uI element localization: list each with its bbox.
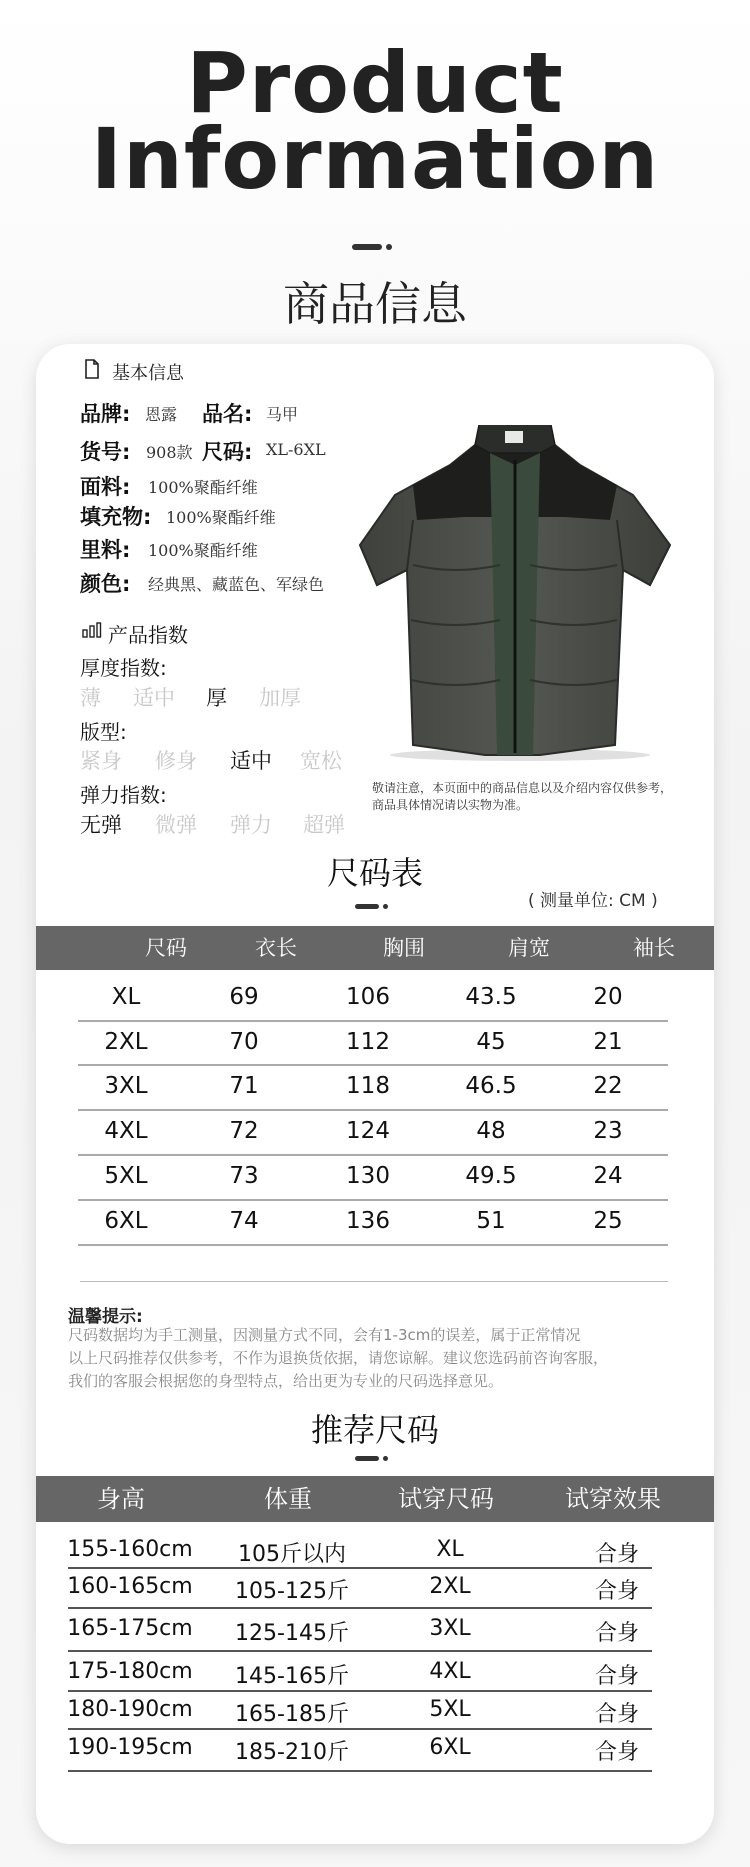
size-cell: 43.5 bbox=[465, 984, 517, 1010]
size-row-divider bbox=[78, 1199, 668, 1201]
size-cell: 25 bbox=[593, 1208, 623, 1234]
size-header-length: 衣长 bbox=[255, 936, 297, 960]
tips-line3: 我们的客服会根据您的身型特点，给出更为专业的尺码选择意见。 bbox=[68, 1372, 504, 1390]
fit-option-tight: 紧身 bbox=[80, 749, 122, 773]
basic-info-heading: 基本信息 bbox=[112, 363, 184, 384]
recommend-cell: 105-125斤 bbox=[235, 1579, 349, 1604]
recommend-title: 推荐尺码 bbox=[310, 1411, 439, 1449]
recommend-header-height: 身高 bbox=[97, 1485, 145, 1513]
fit-option-slim: 修身 bbox=[155, 749, 197, 773]
recommend-cell: 180-190cm bbox=[67, 1697, 193, 1722]
tips-divider bbox=[80, 1281, 668, 1282]
size-label: 尺码: bbox=[202, 440, 253, 464]
recommend-cell: 合身 bbox=[594, 1740, 639, 1765]
size-cell: 23 bbox=[593, 1118, 623, 1144]
elasticity-option-elastic: 弹力 bbox=[230, 813, 272, 837]
thickness-option-medium: 适中 bbox=[133, 686, 175, 710]
size-cell: 106 bbox=[346, 984, 390, 1010]
size-table-header bbox=[36, 926, 714, 970]
size-row-divider bbox=[78, 1064, 668, 1066]
fit-option-regular-selected: 适中 bbox=[230, 749, 272, 773]
recommend-cell: 合身 bbox=[594, 1702, 639, 1727]
recommend-header-effect: 试穿效果 bbox=[565, 1485, 661, 1513]
size-cell: 124 bbox=[346, 1118, 390, 1144]
size-row-divider bbox=[78, 1109, 668, 1111]
filling-value: 100%聚酯纤维 bbox=[166, 508, 276, 527]
measurement-unit: ( 测量单位: CM ) bbox=[528, 891, 658, 911]
thickness-option-thick-selected: 厚 bbox=[206, 686, 227, 710]
recommend-cell: XL bbox=[436, 1537, 464, 1562]
size-cell: 49.5 bbox=[465, 1163, 517, 1189]
name-label: 品名: bbox=[202, 402, 253, 426]
elasticity-label: 弹力指数: bbox=[80, 783, 167, 807]
recommend-header-size: 试穿尺码 bbox=[398, 1485, 494, 1513]
recommend-cell: 175-180cm bbox=[67, 1659, 193, 1684]
fabric-label: 面料: bbox=[80, 475, 131, 499]
recommend-row-divider bbox=[68, 1690, 652, 1692]
recommend-cell: 合身 bbox=[594, 1664, 639, 1689]
size-cell: 3XL bbox=[104, 1073, 148, 1099]
size-header-sleeve: 袖长 bbox=[633, 936, 675, 960]
recommend-row-divider bbox=[68, 1770, 652, 1772]
item-no-value: 908款 bbox=[146, 443, 193, 462]
thickness-label: 厚度指数: bbox=[80, 656, 167, 680]
recommend-cell: 165-185斤 bbox=[235, 1702, 349, 1727]
size-cell: 20 bbox=[593, 984, 623, 1010]
fit-option-loose: 宽松 bbox=[300, 749, 342, 773]
lining-value: 100%聚酯纤维 bbox=[148, 541, 258, 560]
tips-line1: 尺码数据均为手工测量，因测量方式不同，会有1-3cm的误差，属于正常情况 bbox=[68, 1326, 581, 1344]
recommend-cell: 2XL bbox=[429, 1574, 471, 1599]
size-title-dot bbox=[383, 904, 388, 909]
brand-value: 恩露 bbox=[145, 405, 178, 424]
product-index-heading: 产品指数 bbox=[108, 623, 188, 647]
image-note-line2: 商品具体情况请以实物为准。 bbox=[372, 798, 529, 812]
size-cell: 46.5 bbox=[465, 1073, 517, 1099]
size-row-divider bbox=[78, 1154, 668, 1156]
size-cell: 136 bbox=[346, 1208, 390, 1234]
size-cell: 74 bbox=[229, 1208, 259, 1234]
recommend-cell: 125-145斤 bbox=[235, 1621, 349, 1646]
recommend-cell: 合身 bbox=[594, 1542, 639, 1567]
size-cell: 71 bbox=[229, 1073, 259, 1099]
recommend-title-dash bbox=[355, 1456, 379, 1461]
recommend-cell: 合身 bbox=[594, 1621, 639, 1646]
thickness-option-thin: 薄 bbox=[80, 686, 101, 710]
recommend-cell: 105斤以内 bbox=[238, 1542, 346, 1567]
recommend-cell: 165-175cm bbox=[67, 1616, 193, 1641]
size-cell: 2XL bbox=[104, 1029, 148, 1055]
name-value: 马甲 bbox=[266, 405, 299, 424]
recommend-cell: 185-210斤 bbox=[235, 1740, 349, 1765]
size-cell: 73 bbox=[229, 1163, 259, 1189]
title-english-line2: Information bbox=[90, 110, 660, 208]
size-row-divider bbox=[78, 1244, 668, 1246]
recommend-cell: 190-195cm bbox=[67, 1735, 193, 1760]
size-header-chest: 胸围 bbox=[383, 936, 425, 960]
size-header-shoulder: 肩宽 bbox=[508, 936, 550, 960]
size-cell: 24 bbox=[593, 1163, 623, 1189]
fabric-value: 100%聚酯纤维 bbox=[148, 478, 258, 497]
recommend-table-header bbox=[36, 1476, 714, 1522]
size-cell: 22 bbox=[593, 1073, 623, 1099]
recommend-header-weight: 体重 bbox=[264, 1485, 312, 1513]
recommend-row-divider bbox=[68, 1567, 652, 1569]
filling-label: 填充物: bbox=[80, 505, 152, 529]
recommend-row-divider bbox=[68, 1728, 652, 1730]
recommend-row-divider bbox=[68, 1650, 652, 1652]
document-icon bbox=[84, 359, 100, 383]
divider-dash bbox=[352, 244, 382, 250]
title-english-line1: Product bbox=[186, 34, 564, 132]
recommend-cell: 5XL bbox=[429, 1697, 471, 1722]
size-row-divider bbox=[78, 1020, 668, 1022]
size-cell: 45 bbox=[476, 1029, 506, 1055]
size-cell: 48 bbox=[476, 1118, 506, 1144]
size-cell: 5XL bbox=[104, 1163, 148, 1189]
recommend-cell: 3XL bbox=[429, 1616, 471, 1641]
tips-title: 温馨提示: bbox=[68, 1307, 143, 1327]
recommend-row-divider bbox=[68, 1607, 652, 1609]
image-note-line1: 敬请注意，本页面中的商品信息以及介绍内容仅供参考， bbox=[372, 781, 673, 795]
recommend-cell: 145-165斤 bbox=[235, 1664, 349, 1689]
recommend-cell: 6XL bbox=[429, 1735, 471, 1760]
vest-product-image bbox=[355, 425, 675, 765]
brand-label: 品牌: bbox=[80, 402, 131, 426]
size-cell: 69 bbox=[229, 984, 259, 1010]
size-cell: 6XL bbox=[104, 1208, 148, 1234]
size-cell: 72 bbox=[229, 1118, 259, 1144]
size-cell: 70 bbox=[229, 1029, 259, 1055]
size-cell: 51 bbox=[476, 1208, 506, 1234]
recommend-cell: 合身 bbox=[594, 1579, 639, 1604]
elasticity-option-slight: 微弹 bbox=[155, 813, 197, 837]
recommend-cell: 160-165cm bbox=[67, 1574, 193, 1599]
recommend-cell: 155-160cm bbox=[67, 1537, 193, 1562]
title-chinese: 商品信息 bbox=[283, 277, 467, 331]
size-cell: 21 bbox=[593, 1029, 623, 1055]
bar-chart-icon bbox=[82, 622, 102, 642]
elasticity-option-none-selected: 无弹 bbox=[80, 813, 122, 837]
recommend-title-dot bbox=[383, 1456, 388, 1461]
size-cell: 118 bbox=[346, 1073, 390, 1099]
color-label: 颜色: bbox=[80, 572, 131, 596]
elasticity-option-super: 超弹 bbox=[303, 813, 345, 837]
size-cell: 4XL bbox=[104, 1118, 148, 1144]
lining-label: 里料: bbox=[80, 538, 131, 562]
item-no-label: 货号: bbox=[80, 440, 131, 464]
tips-line2: 以上尺码推荐仅供参考，不作为退换货依据，请您谅解。建议您选码前咨询客服， bbox=[68, 1349, 609, 1367]
size-table-title: 尺码表 bbox=[326, 854, 423, 892]
fit-label: 版型: bbox=[80, 720, 127, 744]
size-header-size: 尺码 bbox=[145, 936, 187, 960]
thickness-option-extra-thick: 加厚 bbox=[259, 686, 301, 710]
size-value: XL-6XL bbox=[266, 440, 326, 459]
size-cell: 130 bbox=[346, 1163, 390, 1189]
color-value: 经典黑、藏蓝色、军绿色 bbox=[148, 575, 325, 594]
size-cell: 112 bbox=[346, 1029, 390, 1055]
size-title-dash bbox=[355, 904, 379, 909]
size-cell: XL bbox=[111, 984, 141, 1010]
recommend-cell: 4XL bbox=[429, 1659, 471, 1684]
divider-dot bbox=[386, 244, 392, 250]
